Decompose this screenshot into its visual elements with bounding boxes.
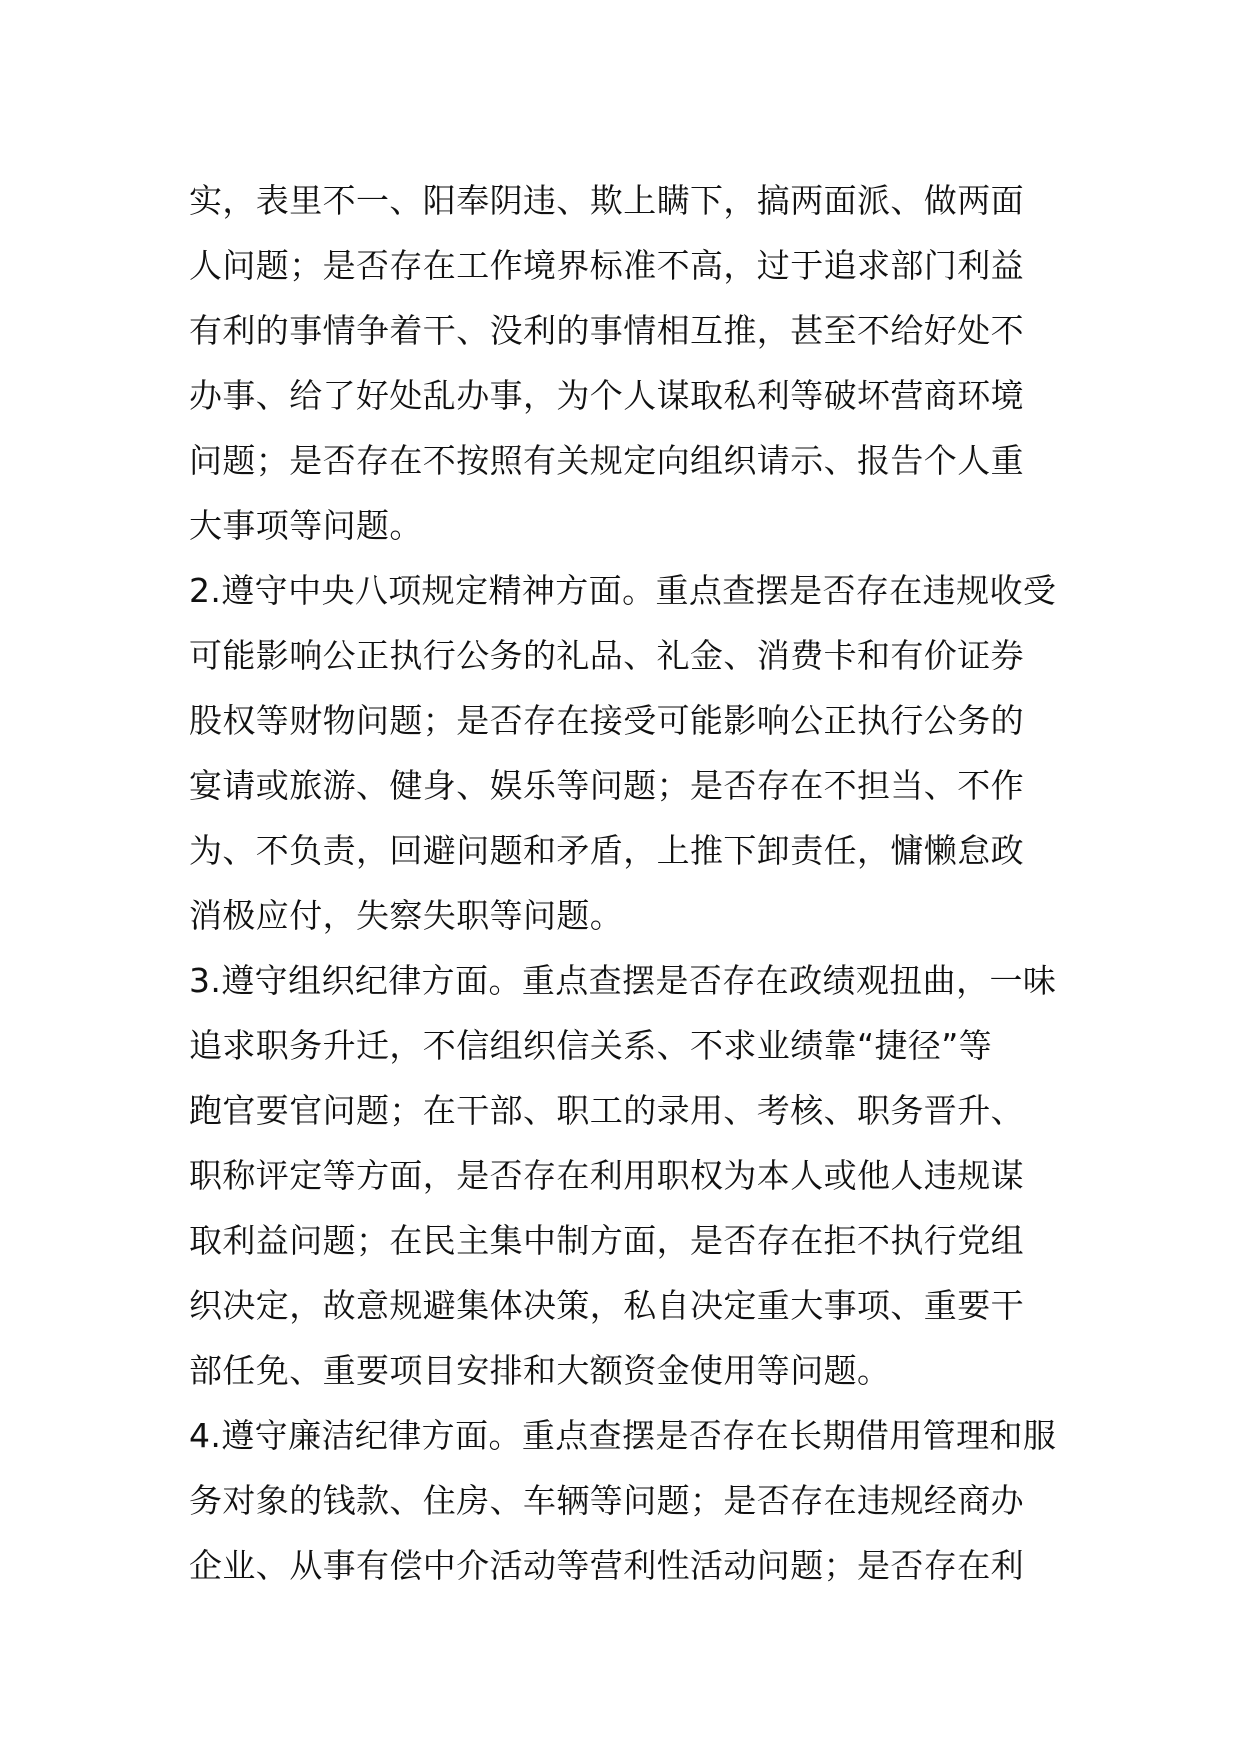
text-line: 追求职务升迁，不信组织信关系、不求业绩靠“捷径”等 <box>189 1026 993 1065</box>
text-line: 股权等财物问题；是否存在接受可能影响公正执行公务的 <box>189 701 1024 740</box>
text-line: 取利益问题；在民主集中制方面，是否存在拒不执行党组 <box>189 1221 1024 1260</box>
text-line: 务对象的钱款、住房、车辆等问题；是否存在违规经商办 <box>189 1481 1024 1520</box>
text-line: 大事项等问题。 <box>189 506 423 545</box>
text-line: 宴请或旅游、健身、娱乐等问题；是否存在不担当、不作 <box>189 766 1024 805</box>
text-line: 职称评定等方面，是否存在利用职权为本人或他人违规谋 <box>189 1156 1024 1195</box>
section-4-heading-line: 4.遵守廉洁纪律方面。重点查摆是否存在长期借用管理和服 <box>189 1416 1057 1455</box>
text-line: 办事、给了好处乱办事，为个人谋取私利等破坏营商环境 <box>189 376 1024 415</box>
section-2-heading-line: 2.遵守中央八项规定精神方面。重点查摆是否存在违规收受 <box>189 571 1057 610</box>
text-line: 部任免、重要项目安排和大额资金使用等问题。 <box>189 1351 891 1390</box>
text-line: 有利的事情争着干、没利的事情相互推，甚至不给好处不 <box>189 311 1024 350</box>
text-line: 为、不负责，回避问题和矛盾，上推下卸责任，慵懒怠政 <box>189 831 1024 870</box>
text-line: 实，表里不一、阳奉阴违、欺上瞒下，搞两面派、做两面 <box>189 181 1024 220</box>
text-line: 织决定，故意规避集体决策，私自决定重大事项、重要干 <box>189 1286 1024 1325</box>
text-line: 问题；是否存在不按照有关规定向组织请示、报告个人重 <box>189 441 1024 480</box>
text-line: 企业、从事有偿中介活动等营利性活动问题；是否存在利 <box>189 1546 1024 1585</box>
text-line: 跑官要官问题；在干部、职工的录用、考核、职务晋升、 <box>189 1091 1024 1130</box>
section-3-heading-line: 3.遵守组织纪律方面。重点查摆是否存在政绩观扭曲，一味 <box>189 961 1057 1000</box>
text-line: 消极应付，失察失职等问题。 <box>189 896 624 935</box>
body-text <box>189 168 1059 1598</box>
text-line: 人问题；是否存在工作境界标准不高，过于追求部门利益 <box>189 246 1024 285</box>
text-line: 可能影响公正执行公务的礼品、礼金、消费卡和有价证券 <box>189 636 1024 675</box>
